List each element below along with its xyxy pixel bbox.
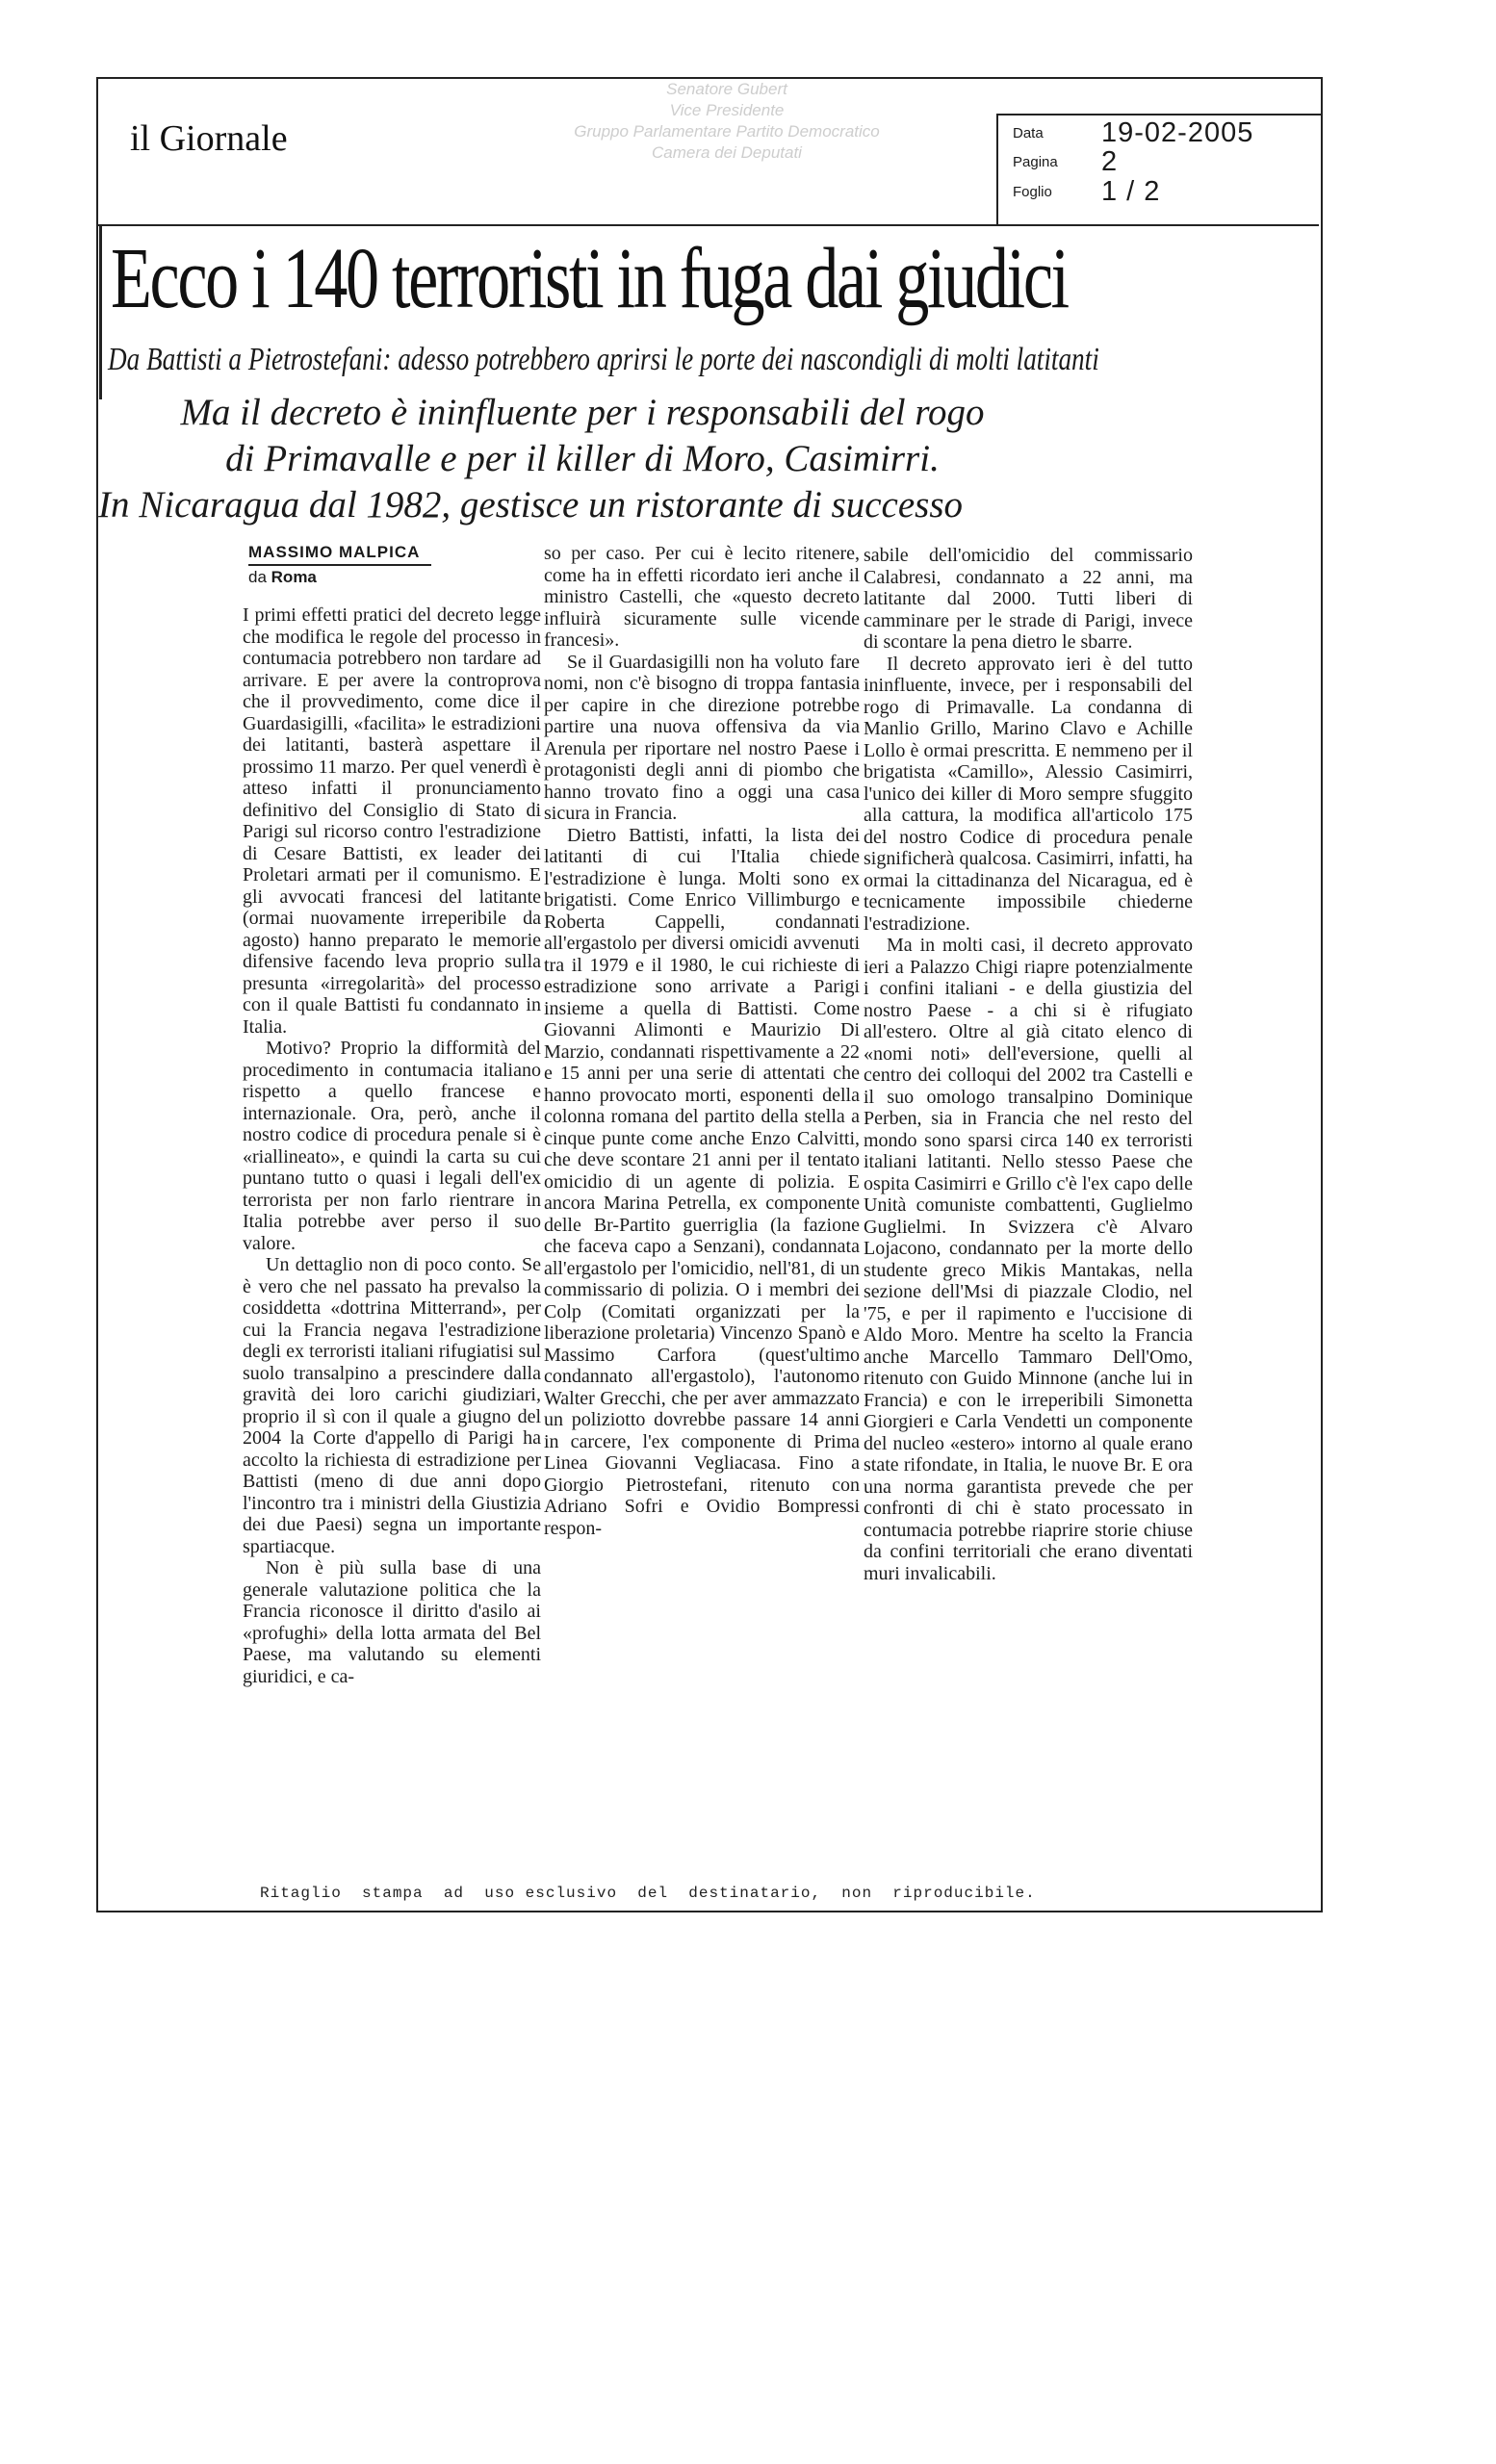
article-column-3 [864,545,1193,1584]
newspaper-masthead: il Giornale [130,118,288,159]
paragraph: Motivo? Proprio la difformità del procedimento in contumacia italiano rispetto a quello francese e internazionale. Ora, però, anche il nostro codice di procedura penale si è «riallineato», e quindi la carta su cui puntano tutto o quasi i legali dell'ex terrorista per non farlo rientrare in Italia potrebbe aver perso il suo valore. [243,1038,541,1254]
byline: MASSIMO MALPICA [248,543,431,566]
stamp-line: Camera dei Deputati [652,143,802,162]
meta-sheet [1013,176,1160,208]
left-rule [99,226,102,399]
paragraph: Non è più sulla base di una generale valutazione politica che la Francia riconosce il diritto d'asilo ai «profughi» della lotta armata del Bel Paese, ma valutando su elementi giuridici, e ca- [243,1557,541,1687]
meta-label: Foglio [1013,184,1052,200]
meta-label: Data [1013,125,1044,141]
dateline-city: Roma [271,568,317,586]
paragraph: I primi effetti pratici del decreto legge che modifica le regole del processo in contumacia potrebbero non tardare ad arrivare. E per avere la controprova che il provvedimento, come dice il Guardasigilli, «facilita» le estradizioni dei latitanti, basterà aspettare il prossimo 11 marzo. Per quel venerdì è atteso infatti il pronunciamento definitivo del Consiglio di Stato di Parigi sul ricorso contro l'estradizione di Cesare Battisti, ex leader dei Proletari armati per il comunismo. E gli avvocati francesi del latitante (ormai nuovamente irreperibile da agosto) hanno preparato le memorie difensive facendo leva proprio sulla presunta «irregolarità» del processo con il quale Battisti fu condannato in Italia. [243,604,541,1038]
meta-value: 19-02-2005 [1101,117,1254,148]
meta-label: Pagina [1013,154,1058,170]
paragraph: sabile dell'omicidio del commissario Calabresi, condannato a 22 anni, ma latitante dal 2000. Tutti liberi di camminare per le strade di Parigi, invece di scontare la pena dietro le sbarre. [864,545,1193,653]
meta-page [1013,146,1118,178]
stamp-line: Vice Presidente [669,101,785,119]
subheadline-line: di Primavalle e per il killer di Moro, Casimirri. [225,438,940,479]
faded-stamp [501,79,953,214]
dateline-prefix: da [248,568,267,586]
subheadline-line: In Nicaragua dal 1982, gestisce un ristorante di successo [98,484,964,526]
meta-date [1013,117,1253,149]
subheadline-line: Ma il decreto è ininfluente per i responsabili del rogo [180,392,985,433]
paragraph: Dietro Battisti, infatti, la lista dei latitanti di cui l'Italia chiede l'estradizione è lunga. Molti sono ex brigatisti. Come Enrico Villimburgo e Roberta Cappelli, condannati all'ergastolo per diversi omicidi avvenuti tra il 1979 e il 1980, le cui richieste di estradizione sono arrivate a Parigi insieme a quella di Battisti. Come Giovanni Alimonti e Maurizio Di Marzio, condannati rispettivamente a 22 e 15 anni per una serie di attentati che hanno provocato morti, esponenti della colonna romana del partito della stella a cinque punte come anche Enzo Calvitti, che deve scontare 21 anni per il tentato omicidio di un agente di polizia. E ancora Marina Petrella, ex componente delle Br-Partito guerriglia (la fazione che faceva capo a Senzani), condannata all'ergastolo per l'omicidio, nell'81, di un commissario di polizia. O i membri dei Colp (Comitati organizzati per la liberazione proletaria) Vincenzo Spanò e Massimo Carfora (quest'ultimo condannato all'ergastolo), l'autonomo Walter Grecchi, che per aver ammazzato un poliziotto dovrebbe passare 14 anni in carcere, l'ex componente di Prima Linea Giovanni Vegliacasa. Fino a Giorgio Pietrostefani, ritenuto con Adriano Sofri e Ovidio Bompressi respon- [544,824,860,1539]
clipping-notice: Ritaglio stampa ad uso esclusivo del destinatario, non riproducibile. [260,1885,1036,1902]
stamp-line: Gruppo Parlamentare Partito Democratico [574,122,880,141]
article-column-1 [243,604,541,1687]
article-column-2 [544,543,860,1539]
headline: Ecco i 140 terroristi in fuga dai giudici [111,231,1068,326]
paragraph: Se il Guardasigilli non ha voluto fare nomi, non c'è bisogno di troppa fantasia per capire in che direzione potrebbe partire una nuova offensiva da via Arenula per riportare nel nostro Paese i protagonisti degli anni di piombo che hanno trovato fino a oggi una casa sicura in Francia. [544,651,860,824]
paragraph: Un dettaglio non di poco conto. Se è vero che nel passato ha prevalso la cosiddetta «dottrina Mitterrand», per cui la Francia negava l'estradizione degli ex terroristi italiani rifugiatisi sul suolo transalpino a prescindere dalla gravità dei loro carichi giudiziari, proprio il sì con il quale a giugno del 2004 la Corte d'appello di Parigi ha accolto la richiesta di estradizione per Battisti (meno di due anni dopo l'incontro tra i ministri della Giustizia dei due Paesi) segna un importante spartiacque. [243,1254,541,1557]
meta-value: 1 / 2 [1101,176,1161,207]
paragraph: Ma in molti casi, il decreto approvato ieri a Palazzo Chigi riapre potenzialmente i confini italiani - e della giustizia del nostro Paese - a chi si è rifugiato all'estero. Oltre al già citato elenco di «nomi noti» dell'eversione, quelli al centro dei colloqui del 2002 tra Castelli e il suo omologo transalpino Dominique Perben, sia in Francia che nel resto del mondo sono sparsi circa 140 ex terroristi italiani latitanti. Nello stesso Paese che ospita Casimirri e Grillo c'è l'ex capo delle Unità comuniste combattenti, Guglielmo Guglielmi. In Svizzera c'è Alvaro Lojacono, condannato per la morte dello studente greco Mikis Mantakas, nella sezione dell'Msi di piazzale Clodio, nel '75, e per il rapimento e l'uccisione di Aldo Moro. Mentre ha scelto la Francia anche Marcello Tammaro Dell'Omo, ritenuto con Guido Minnone (anche lui in Francia) e con le irreperibili Simonetta Giorgieri e Carla Vendetti un componente del nucleo «estero» intorno al quale erano state rifondate, in Italia, le nuove Br. E ora una norma garantista prevede che per confronti di chi è stato processato in contumacia potrebbe riaprire storie chiuse da confini territoriali che erano diventati muri invalicabili. [864,935,1193,1584]
paragraph: Il decreto approvato ieri è del tutto ininfluente, invece, per i responsabili del rogo di Primavalle. La condanna di Manlio Grillo, Marino Clavo e Achille Lollo è ormai prescritta. E nemmeno per il brigatista «Camillo», Alessio Casimirri, l'unico dei killer di Moro sempre sfuggito alla cattura, la modifica all'articolo 175 del nostro Codice di procedura penale significherà qualcosa. Casimirri, infatti, ha ormai la cittadinanza del Nicaragua, ed è tecnicamente impossibile chiederne l'estradizione. [864,653,1193,935]
paragraph: so per caso. Per cui è lecito ritenere, come ha in effetti ricordato ieri anche il ministro Castelli, che «questo decreto influirà sicuramente sulle vicende francesi». [544,543,860,651]
stamp-line: Senatore Gubert [666,80,787,98]
footer-rule [96,1911,1321,1912]
kicker: Da Battisti a Pietrostefani: adesso potrebbero aprirsi le porte dei nascondigli di molti latitanti [108,342,1099,377]
dateline [248,568,317,587]
subheadline [98,390,1064,528]
meta-value: 2 [1101,146,1119,177]
